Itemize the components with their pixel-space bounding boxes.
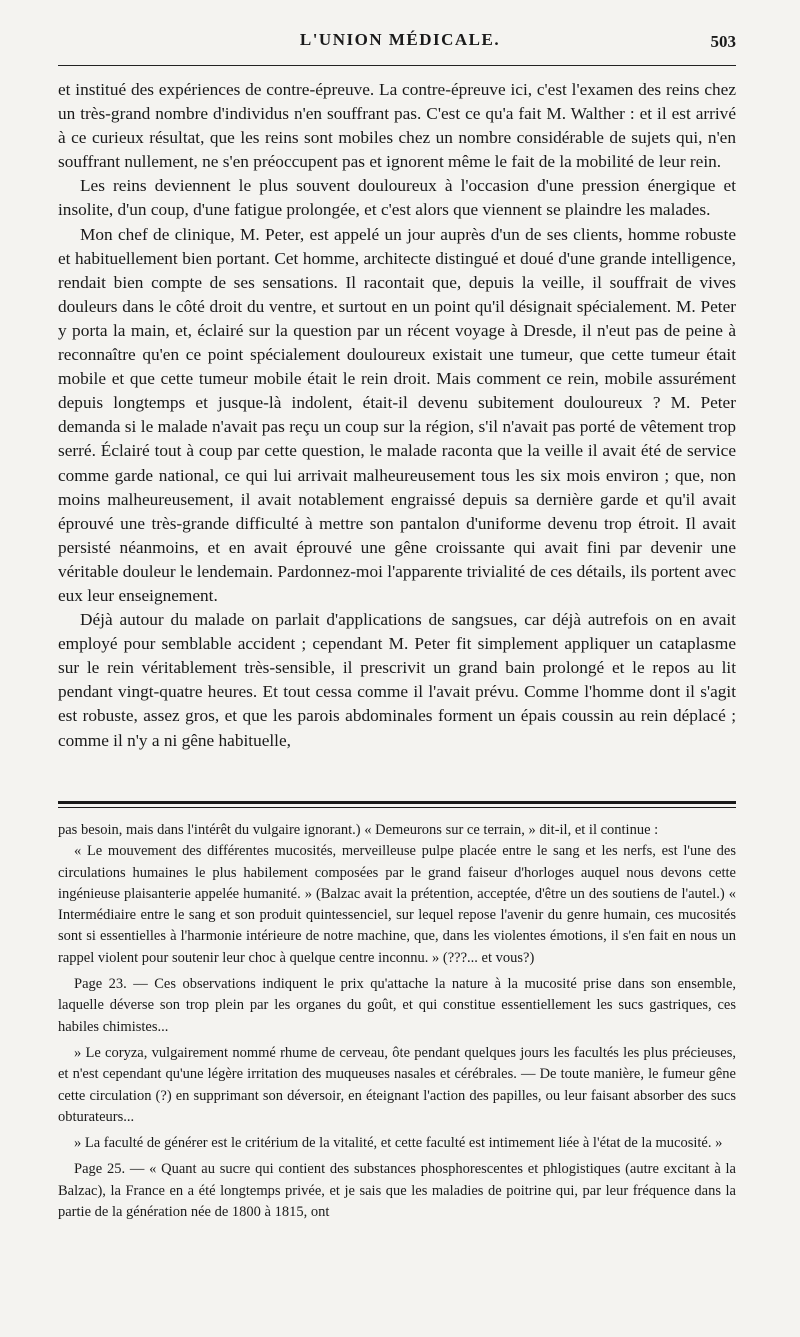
footnote-paragraph: Page 25. — « Quant au sucre qui contient des substances phosphorescentes et phlogistiques (autre excitant à la Balzac), la France en a été longtemps privée, et je sais que les maladies de poitrine qui, par leur fréquence dans la partie de la génération née de 1800 à 1815, ont bbox=[58, 1161, 736, 1221]
running-title: L'UNION MÉDICALE. bbox=[299, 30, 501, 49]
main-paragraph: et institué des expériences de contre-épreuve. La contre-épreuve ici, c'est l'examen des reins chez un très-grand nombre d'individus n'en souffrant pas. C'est ce qu'a fait M. Walther : et il est arrivé à ce curieux résultat, que les reins sont mobiles chez un nombre considérable de sujets qui, n'en souffrant nullement, ne s'en préoccupent pas et ignorent même le fait de la mobilité de leur rein. bbox=[58, 80, 736, 172]
footnote-paragraph: pas besoin, mais dans l'intérêt du vulgaire ignorant.) « Demeurons sur ce terrain, » dit-il, et il continue : bbox=[58, 822, 659, 838]
footnote-paragraph: » Le coryza, vulgairement nommé rhume de cerveau, ôte pendant quelques jours les facultés les plus précieuses, et n'est cependant qu'une légère irritation des muqueuses nasales et cérébrales. — De toute manière, le fumeur gêne cette circulation (?) en supprimant son déversoir, en éteignant l'action des papilles, ou leur faisant absorber des sucs obturateurs... bbox=[58, 1044, 736, 1125]
header-rule bbox=[58, 65, 736, 66]
page-number: 503 bbox=[710, 32, 736, 51]
footnote-paragraph: « Le mouvement des différentes mucosités, merveilleuse pulpe placée entre le sang et les nerfs, est l'une des circulations humaines le plus habilement composées par le grand faiseur d'horloges auquel nous devons cette ingénieuse plaisanterie appelée humanité. » (Balzac avait la prétention, acceptée, d'être un des soutiens de l'autel.) « Intermédiaire entre le sang et son produit quintessenciel, sur lequel repose l'avenir du genre humain, ces mucosités sont si essentielles à l'harmonie intérieure de notre machine, que, dans les violentes émotions, il s'en fait en nous un rappel violent pour soutenir leur choc à quelque centre inconnu. » (???... et vous?) bbox=[58, 843, 736, 966]
main-paragraph: Déjà autour du malade on parlait d'applications de sangsues, car déjà autrefois on en avait employé pour semblable accident ; cependant M. Peter fit simplement appliquer un cataplasme sur le rein véritablement très-sensible, il prescrivit un grand bain prolongé et le repos au lit pendant vingt-quatre heures. Et tout cessa comme il l'avait prévu. Comme l'homme dont il s'agit est robuste, assez gros, et que les parois abdominales forment un épais coussin au rein déplacé ; comme il n'y a ni gêne habituelle, bbox=[58, 610, 736, 750]
footnote-paragraph: » La faculté de générer est le critérium de la vitalité, et cette faculté est intimement liée à l'état de la mucosité. » bbox=[74, 1135, 723, 1152]
footnote-separator bbox=[58, 801, 736, 810]
footnote-text bbox=[58, 820, 736, 1223]
main-paragraph: Les reins deviennent le plus souvent douloureux à l'occasion d'une pression énergique et insolite, d'un coup, d'une fatigue prolongée, et c'est alors que viennent se plaindre les malades. bbox=[58, 176, 736, 220]
main-text bbox=[58, 78, 736, 753]
footnote-paragraph: Page 23. — Ces observations indiquent le prix qu'attache la nature à la mucosité prise dans son ensemble, laquelle déverse son trop plein par les organes du goût, et qui constitue essentiellement les sucs gastriques, ces habiles chimistes... bbox=[58, 976, 736, 1035]
main-paragraph: Mon chef de clinique, M. Peter, est appelé un jour auprès d'un de ses clients, homme robuste et habituellement bien portant. Cet homme, architecte distingué et doué d'une grande intelligence, rendait bien compte de ses sensations. Il racontait que, depuis la veille, il souffrait de vives douleurs dans le côté droit du ventre, et surtout en un point qu'il désignait spécialement. M. Peter y porta la main, et, éclairé sur la question par un récent voyage à Dresde, il n'eut pas de peine à reconnaître qu'en ce point spécialement douloureux existait une tumeur, que cette tumeur était mobile et que cette tumeur mobile était le rein droit. Mais comment ce rein, mobile assurément depuis longtemps et jusque-là indolent, était-il devenu subitement douloureux ? M. Peter demanda si le malade n'avait pas reçu un coup sur la région, s'il n'avait pas porté de vêtement trop serré. Éclairé tout à coup par cette question, le malade raconta que la veille il avait été de service comme garde national, ce qui lui arrivait malheureusement tous les six mois environ ; que, non moins malheureusement, il avait notablement engraissé depuis sa dernière garde et qu'il avait éprouvé une très-grande difficulté à mettre son pantalon d'uniforme devenu trop étroit. Il avait persisté néanmoins, et en avait éprouvé une gêne croissante qui avait fini par devenir une véritable douleur le lendemain. Pardonnez-moi l'apparente trivialité de ces détails, ils portent avec eux leur enseignement. bbox=[58, 224, 736, 605]
running-head bbox=[0, 30, 800, 58]
